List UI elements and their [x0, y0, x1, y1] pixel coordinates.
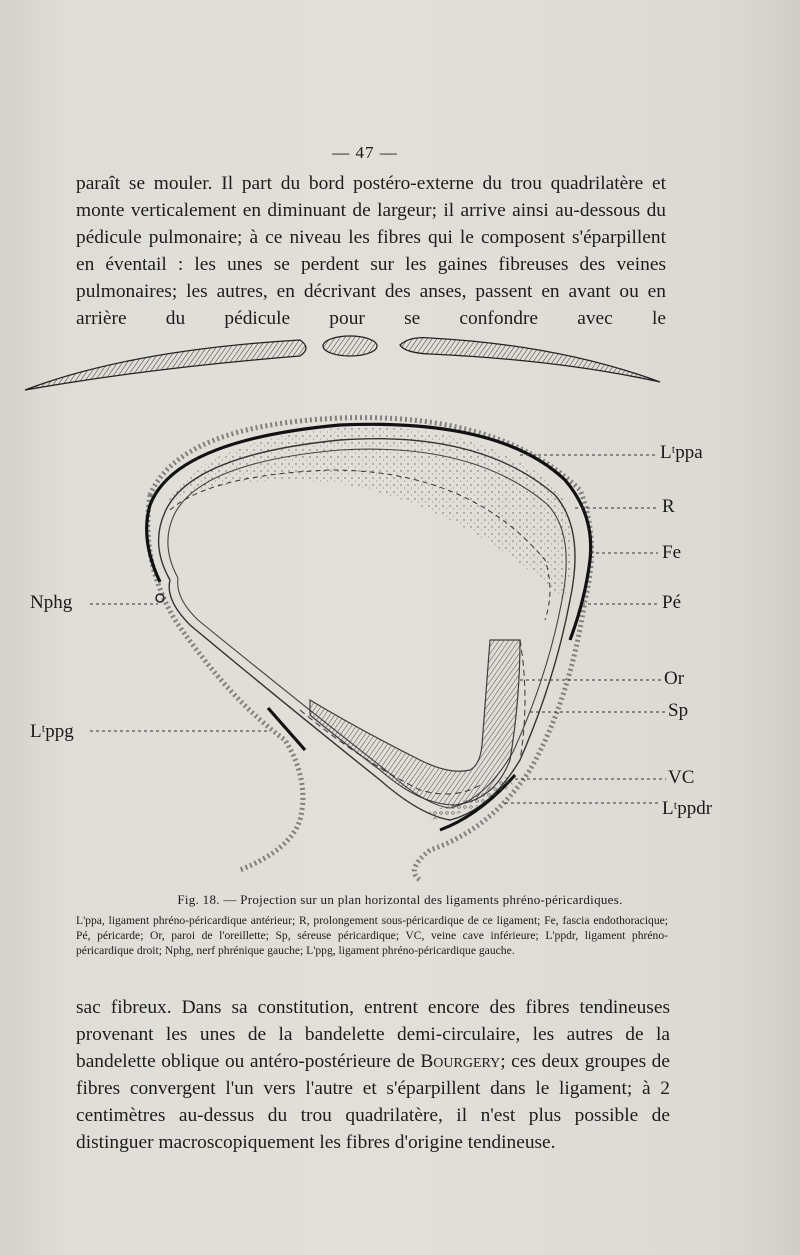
author-name: Bourgery [420, 1051, 501, 1072]
top-paragraph-text: paraît se mouler. Il part du bord postéro-externe du trou quadrilatère et monte verticalement en diminuant de largeur; il arrive ainsi au-dessous du pédicule pulmonaire; à ce niveau les fibres qui le composent s'éparpillent en éventail : les unes se perdent sur les gaines fibreuses des veines pulmonaires; les autres, en décrivant des anses, passent en avant ou en arrière du pédicule pour se confondre avec le [76, 173, 666, 329]
figure-18 [0, 330, 800, 890]
top-paragraph [76, 170, 666, 332]
label-lppa: Lᵗppa [660, 442, 703, 463]
atrium-wall [310, 640, 520, 805]
bottom-text-main: sac fibreux. Dans sa constitution, entrent encore des fibres tendineuses provenant les unes de la bandelette demi-circulaire, les autres de la bandelette oblique ou antéro-postérieure de [76, 997, 670, 1072]
label-or: Or [664, 668, 685, 689]
diaphragm-left-band [25, 340, 306, 390]
figure-caption-title: Fig. 18. — Projection sur un plan horizontal des ligaments phréno-péricardiques. [177, 892, 623, 907]
page-number: — 47 — [332, 143, 398, 162]
bottom-paragraph-text [76, 994, 670, 1156]
label-pe: Pé [662, 592, 681, 613]
label-fe: Fe [662, 542, 681, 563]
label-lppg: Lᵗppg [30, 721, 74, 742]
diaphragm-center-band [323, 336, 377, 356]
label-lppdr: Lᵗppdr [662, 798, 713, 819]
diaphragm-right-band [400, 338, 660, 382]
figure-legend: L'ppa, ligament phréno-péricardique antérieur; R, prolongement sous-péricardique de ce ligament; Fe, fascia endothoracique; Pé, péricarde; Or, paroi de l'oreillette; Sp, séreuse péricardique; VC, veine cave inférieure; L'ppdr, ligament phréno-péricardique droit; Nphg, nerf phrénique gauche; L'ppg, ligament phréno-péricardique gauche. [76, 914, 668, 957]
label-sp: Sp [668, 700, 689, 721]
bottom-text-rest: ; ces deux groupes de fibres convergent l'un vers l'autre et s'éparpillent dans le ligament; à 2 centimètres au-dessus du trou quadrilatère, il n'est plus possible de distinguer macroscopiquement les fibres d'origine tendineuse. [76, 1051, 670, 1153]
bottom-paragraph [76, 994, 670, 1156]
label-vc: VC [668, 767, 695, 788]
label-r: R [662, 496, 675, 517]
label-nphg: Nphg [30, 592, 73, 613]
pericardial-dotted-zone [165, 427, 571, 600]
